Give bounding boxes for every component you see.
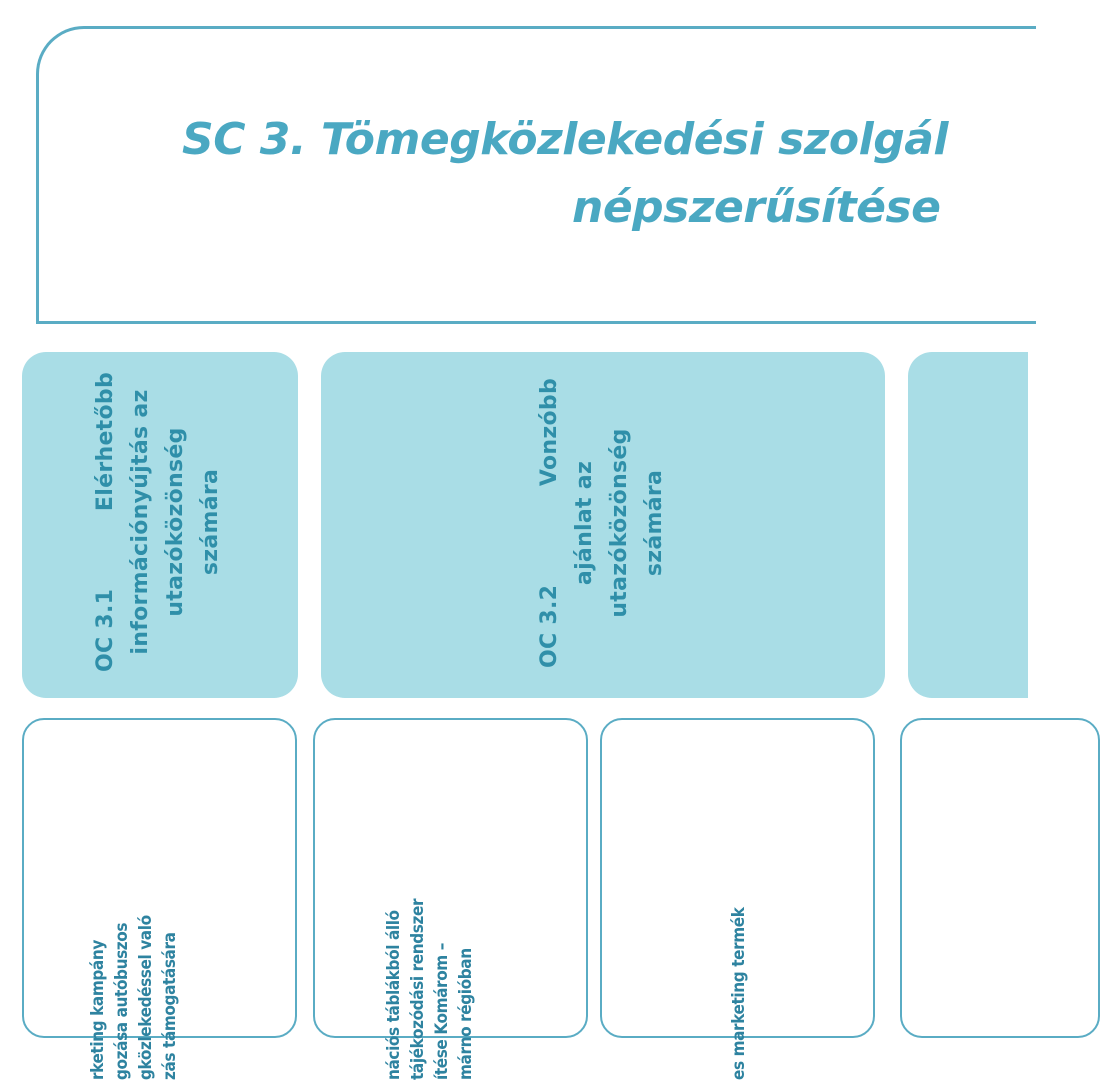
objective-text-oc-3-1 [88,372,228,672]
output-text-2 [382,760,478,1080]
output-line: ítése Komárom – [432,942,452,1080]
objective-line: Vonzóbb [537,378,562,487]
objective-line: utazóközönség [607,428,632,618]
objective-line: ajánlat az [572,460,597,586]
output-line: márno régióban [456,948,476,1080]
objective-text-oc-3-2 [532,378,672,668]
objective-code: OC 3.1 [93,588,118,672]
objective-box-oc-3-3 [908,352,1028,698]
output-line: nációs táblákból álló [384,910,404,1080]
output-line: rketing kampány [88,940,108,1080]
title-line-1: SC 3. Tömegközlekedési szolgál [182,114,948,165]
objective-line: számára [642,469,667,577]
objective-code: OC 3.2 [537,584,562,668]
title-line-2: népszerűsítése [572,182,941,233]
output-line: tájékozódási rendszer [408,898,428,1080]
output-line: gközlekedéssel való [136,915,156,1080]
output-text-1 [86,760,182,1080]
objective-line: utazóközönség [163,427,188,617]
output-text-3 [727,760,751,1080]
objective-line: Elérhetőbb [93,372,118,512]
output-line: zás támogatására [160,932,180,1080]
title-box [36,26,1036,324]
objective-line: információnyújtás az [128,389,153,655]
output-line: es marketing termék [729,907,749,1080]
output-box-4 [900,718,1100,1038]
objective-line: számára [198,468,223,576]
output-line: gozása autóbuszos [112,922,132,1080]
